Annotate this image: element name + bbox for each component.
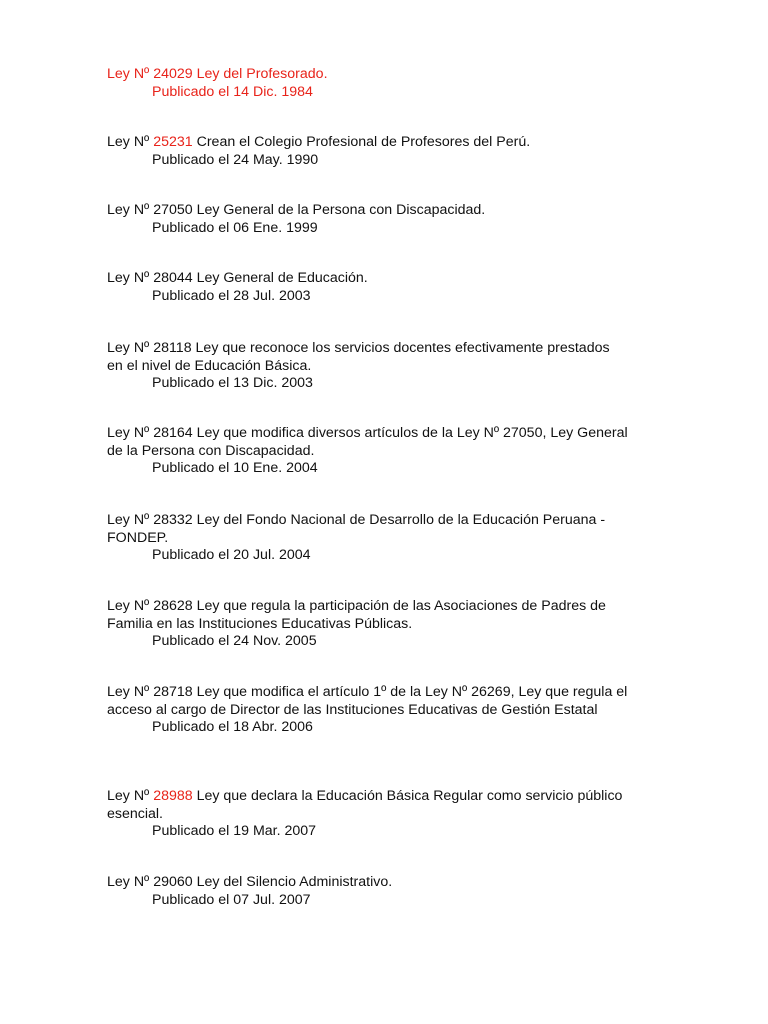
- law-published-date: Publicado el 20 Jul. 2004: [152, 547, 311, 563]
- law-number: 25231: [153, 134, 193, 150]
- law-prefix: Ley Nº: [107, 134, 154, 150]
- law-published-date: Publicado el 07 Jul. 2007: [152, 891, 311, 908]
- law-heading: [107, 684, 687, 702]
- law-published-date: Publicado el 19 Mar. 2007: [152, 823, 317, 839]
- law-entry-28118: [107, 340, 687, 393]
- law-entry-28718: [107, 684, 687, 737]
- law-heading: [107, 66, 687, 84]
- law-title: Ley que modifica el artículo 1º de la Ley Nº 26269, Ley que regula el: [192, 684, 628, 700]
- law-title: Ley que declara la Educación Básica Regular como servicio público: [192, 788, 623, 804]
- law-prefix: Ley Nº: [107, 202, 154, 218]
- law-published-date: Publicado el 13 Dic. 2003: [152, 375, 313, 391]
- law-prefix: Ley Nº: [107, 270, 154, 286]
- law-prefix: Ley Nº: [107, 425, 154, 441]
- law-heading: [107, 270, 687, 288]
- law-title: Ley que modifica diversos artículos de la Ley Nº 27050, Ley General: [192, 425, 628, 441]
- law-number: 28718: [153, 684, 193, 700]
- law-prefix: Ley Nº: [107, 684, 154, 700]
- law-heading: [107, 134, 687, 152]
- law-number: 28628: [153, 598, 193, 614]
- law-published-date: Publicado el 24 Nov. 2005: [152, 633, 317, 649]
- law-title-continuation: acceso al cargo de Director de las Instituciones Educativas de Gestión Estatal: [107, 701, 598, 718]
- law-title: Ley del Silencio Administrativo.: [192, 874, 393, 890]
- law-published-date: Publicado el 28 Jul. 2003: [152, 287, 311, 304]
- law-number: 28332: [153, 512, 193, 528]
- law-entry-28164: [107, 425, 687, 478]
- law-number: 27050: [153, 202, 193, 218]
- law-title-continuation: Familia en las Instituciones Educativas Públicas.: [107, 615, 413, 632]
- law-heading: [107, 340, 687, 358]
- law-prefix: Ley Nº: [107, 598, 154, 614]
- law-title: Ley del Fondo Nacional de Desarrollo de la Educación Peruana -: [192, 512, 606, 528]
- law-title-continuation: FONDEP.: [107, 529, 169, 546]
- law-published-date: Publicado el 18 Abr. 2006: [152, 719, 313, 735]
- law-prefix: Ley Nº: [107, 788, 154, 804]
- law-heading: [107, 598, 687, 616]
- law-number: 29060: [153, 874, 193, 890]
- law-title: Ley que reconoce los servicios docentes efectivamente prestados: [191, 340, 610, 356]
- law-title-continuation: en el nivel de Educación Básica.: [107, 357, 312, 374]
- law-published-date: Publicado el 06 Ene. 1999: [152, 219, 318, 236]
- law-heading: [107, 788, 687, 806]
- law-heading: [107, 874, 687, 892]
- law-title: Ley General de Educación.: [192, 270, 368, 286]
- law-number: 28164: [153, 425, 193, 441]
- law-prefix: Ley Nº: [107, 874, 154, 890]
- law-published-date: Publicado el 14 Dic. 1984: [152, 83, 313, 100]
- law-title-continuation: esencial.: [107, 805, 163, 822]
- law-number: 28044: [153, 270, 193, 286]
- law-entry-24029: [107, 66, 687, 101]
- law-title: Ley que regula la participación de las Asociaciones de Padres de: [192, 598, 606, 614]
- law-entry-28628: [107, 598, 687, 651]
- law-number: 28988: [153, 788, 193, 804]
- law-entry-27050: [107, 202, 687, 237]
- law-entry-28332: [107, 512, 687, 565]
- law-title-continuation: de la Persona con Discapacidad.: [107, 442, 315, 459]
- law-prefix: Ley Nº: [107, 512, 154, 528]
- law-prefix: Ley Nº: [107, 66, 154, 82]
- law-number: 28118: [153, 340, 192, 356]
- law-entry-28044: [107, 270, 687, 305]
- law-published-date: Publicado el 10 Ene. 2004: [152, 460, 318, 476]
- law-heading: [107, 425, 687, 443]
- law-number: 24029: [153, 66, 193, 82]
- law-heading: [107, 202, 687, 220]
- law-entry-29060: [107, 874, 687, 909]
- law-entry-28988: [107, 788, 687, 841]
- law-title: Ley General de la Persona con Discapacidad.: [192, 202, 486, 218]
- law-published-date: Publicado el 24 May. 1990: [152, 151, 319, 168]
- law-title: Ley del Profesorado.: [192, 66, 328, 82]
- law-title: Crean el Colegio Profesional de Profesores del Perú.: [192, 134, 531, 150]
- law-prefix: Ley Nº: [107, 340, 154, 356]
- law-heading: [107, 512, 687, 530]
- law-entry-25231: [107, 134, 687, 169]
